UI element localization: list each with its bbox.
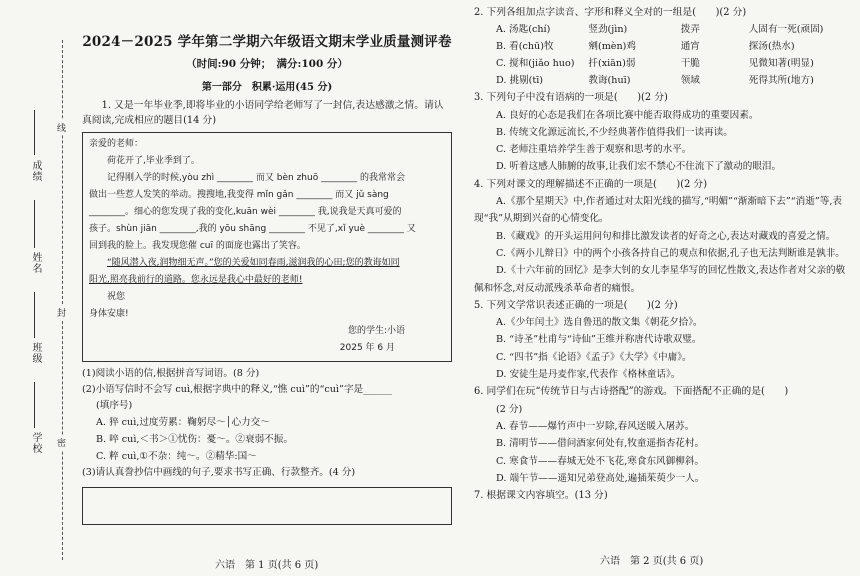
margin-label-class: 班级 bbox=[30, 342, 41, 364]
page-1 bbox=[82, 14, 452, 525]
margin-underline bbox=[34, 292, 35, 338]
option-cell: 人固有一死(顽固) bbox=[748, 24, 824, 36]
binding-margin bbox=[0, 0, 78, 576]
answer-option: D. 端午节——遥知兄弟登高处,遍插茱萸少一人。 bbox=[496, 472, 705, 484]
question-5: 5. 下列文学常识表述正确的一项是( )(2 分) bbox=[474, 299, 678, 311]
dictionary-option: A. 猝 cuì,过度劳累：鞠躬尽～│心力交～ bbox=[96, 417, 270, 428]
letter-line: ________。细心的您发现了我的变化,kuān wèi ________ 我,说我是天真可爱的 bbox=[89, 207, 402, 217]
answer-box[interactable] bbox=[82, 487, 452, 525]
option-row bbox=[474, 72, 846, 89]
option-cell: 领域 bbox=[680, 75, 700, 87]
option-cell: 探汤(热水) bbox=[748, 41, 795, 53]
letter-greeting: 亲爱的老师： bbox=[89, 139, 144, 149]
option-cell: 干脆 bbox=[680, 58, 700, 70]
option-cell: 通宵 bbox=[680, 41, 700, 53]
letter-signature: 您的学生:小语 bbox=[347, 326, 405, 336]
letter-line: 荷花开了,毕业季到了。 bbox=[107, 156, 200, 166]
letter-line: 做出一些惹人发笑的举动。搜搜地,我变得 mǐn gǎn ________ 而又 jǔ sàng bbox=[89, 190, 389, 200]
option-row bbox=[474, 38, 846, 55]
option-cell: 死得其所(地方) bbox=[748, 75, 814, 87]
sub-question-2-cont: (填序号) bbox=[96, 400, 133, 411]
margin-underline bbox=[34, 200, 35, 248]
answer-option: B. “诗圣”杜甫与“诗仙”王维并称唐代诗歌双璧。 bbox=[496, 334, 702, 346]
sub-question-3: (3)请认真誊抄信中画线的句子,要求书写正确、行款整齐。(4 分) bbox=[82, 467, 356, 478]
answer-option: A. 良好的心态是我们在各项比赛中能否取得成功的重要因素。 bbox=[496, 109, 759, 121]
option-cell: B. 看(chū)牧 bbox=[496, 41, 554, 53]
option-cell: C. 搅和(jiǎo huo) bbox=[496, 58, 575, 70]
question-3: 3. 下列句子中没有语病的一项是( )(2 分) bbox=[474, 92, 668, 104]
letter-underlined-line: 阳光,照亮我前行的道路。您永远是我心中最好的老师! bbox=[89, 275, 303, 285]
answer-option: D.《十六年前的回忆》是李大钊的女儿李星华写的回忆性散文,表达作者对父亲的敬佩和怀念,对反动派残杀革命者的痛恨。 bbox=[474, 265, 846, 294]
question-7: 7. 根据课文内容填空。(13 分) bbox=[474, 490, 608, 502]
cut-mark-secret: 密 bbox=[57, 435, 66, 450]
answer-option: A.《那个星期天》中,作者通过对太阳光线的描写,“明媚”“渐渐暗下去”“消逝”等,表现“我”从期到兴奋的心情变化。 bbox=[474, 196, 842, 225]
option-cell: D. 挑剔(tī) bbox=[496, 75, 544, 87]
answer-option: C. 寒食节——春城无处不飞花,寒食东风御柳斜。 bbox=[496, 455, 705, 467]
answer-option: D. 安徒生是丹麦作家,代表作《格林童话》。 bbox=[496, 369, 681, 381]
answer-option: D. 听着这感人肺腑的故事,让我们宏不禁心不住流下了激动的眼泪。 bbox=[496, 161, 782, 173]
question-4: 4. 下列对课文的理解描述不正确的一项是( )(2 分) bbox=[474, 178, 708, 190]
letter-line: 孩子。shùn jiān ________,我的 yōu shāng ________ 不见了,xǐ yuè ________ 又 bbox=[89, 224, 416, 234]
margin-underline bbox=[34, 110, 35, 155]
answer-option: A. 春节——爆竹声中一岁除,春风送暖入屠苏。 bbox=[496, 420, 695, 432]
option-cell: 教诲(huī) bbox=[588, 75, 631, 87]
page-footer-2: 六语 第 2 页(共 6 页) bbox=[600, 556, 704, 567]
question-6: 6. 同学们在玩“传统节日与古诗搭配”的游戏。下面搭配不正确的是( ) bbox=[474, 386, 789, 398]
letter-closing: 祝您 bbox=[107, 292, 126, 302]
option-row bbox=[474, 55, 846, 72]
margin-label-school: 学校 bbox=[30, 432, 41, 454]
letter-box bbox=[82, 132, 452, 362]
cut-mark-line: 线 bbox=[57, 120, 66, 135]
letter-date: 2025 年 6 月 bbox=[339, 343, 395, 353]
margin-underline bbox=[34, 382, 35, 428]
cut-line bbox=[62, 40, 63, 560]
answer-option: C.《两小儿辩日》中的两个小孩各持自己的观点和依据,孔子也无法判断谁是孰非。 bbox=[496, 247, 845, 259]
option-cell: 扦(xiān)弱 bbox=[588, 58, 636, 70]
option-cell: 剜(mèn)鸡 bbox=[588, 41, 636, 53]
answer-option: B.《藏戏》的开头运用问句和排比激发读者的好奇之心,表达对藏戏的喜爱之情。 bbox=[496, 230, 836, 242]
sub-question-2: (2)小语写信时不会写 cuì,根据字典中的释义,“憔 cuì”的“cuì”字是______ bbox=[82, 384, 392, 395]
question-6-points: (2 分) bbox=[496, 403, 523, 415]
letter-line: 记得刚入学的时候,yòu zhì ________ 而又 bèn zhuō ________ 的我常常会 bbox=[107, 173, 405, 183]
letter-closing: 身体安康! bbox=[89, 309, 129, 319]
question-2: 2. 下列各组加点字读音、字形和释义全对的一组是( )(2 分) bbox=[474, 7, 747, 18]
option-cell: 拨弄 bbox=[680, 24, 700, 36]
page-2 bbox=[474, 4, 846, 504]
answer-option: B. 传统文化源远流长,不少经典著作值得我们一读再读。 bbox=[496, 126, 733, 138]
margin-label-score: 成绩 bbox=[30, 160, 41, 182]
answer-option: A.《少年闰土》选自鲁迅的散文集《朝花夕拾》。 bbox=[496, 317, 703, 329]
page-footer-1: 六语 第 1 页(共 6 页) bbox=[215, 560, 319, 571]
option-cell: A. 汤匙(chí) bbox=[496, 24, 551, 36]
option-cell: 竖劲(jìn) bbox=[588, 24, 628, 36]
section-heading: 第一部分 积累·运用(45 分) bbox=[201, 82, 333, 93]
question-1: 1. 又是一年毕业季,即将毕业的小语同学给老师写了一封信,表达感激之情。请认真阅读,完成相应的题目(14 分) bbox=[82, 100, 444, 126]
cut-mark-seal: 封 bbox=[57, 305, 66, 320]
sub-question-1: (1)阅读小语的信,根据拼音写词语。(8 分) bbox=[82, 368, 260, 379]
dictionary-option: B. 啐 cuì,＜书＞①忧伤：憂～。②衰弱不振。 bbox=[96, 434, 293, 445]
answer-option: B. 清明节——借问酒家何处有,牧童遥指杏花村。 bbox=[496, 438, 705, 450]
letter-line: 回到我的脸上。我发现您催 cuī 的面庞也露出了笑容。 bbox=[89, 241, 306, 251]
letter-underlined-line: “随风潜入夜,润物细无声。”您的关爱如同春雨,滋润我的心田;您的教诲如同 bbox=[107, 258, 400, 268]
answer-option: C. “四书”指《论语》《孟子》《大学》《中庸》。 bbox=[496, 351, 692, 363]
time-info: （时间:90 分钟； 满分:100 分） bbox=[186, 58, 348, 70]
answer-option: C. 老师注重培养学生善于观察和思考的水平。 bbox=[496, 144, 692, 156]
margin-label-name: 姓名 bbox=[30, 252, 41, 274]
exam-title: 2024－2025 学年第二学期六年级语文期末学业质量测评卷 bbox=[82, 34, 452, 50]
dictionary-option: C. 粹 cuì,①不杂：纯～。②精华:国～ bbox=[96, 451, 257, 462]
option-row bbox=[474, 21, 846, 38]
option-cell: 见微知著(明显) bbox=[748, 58, 814, 70]
